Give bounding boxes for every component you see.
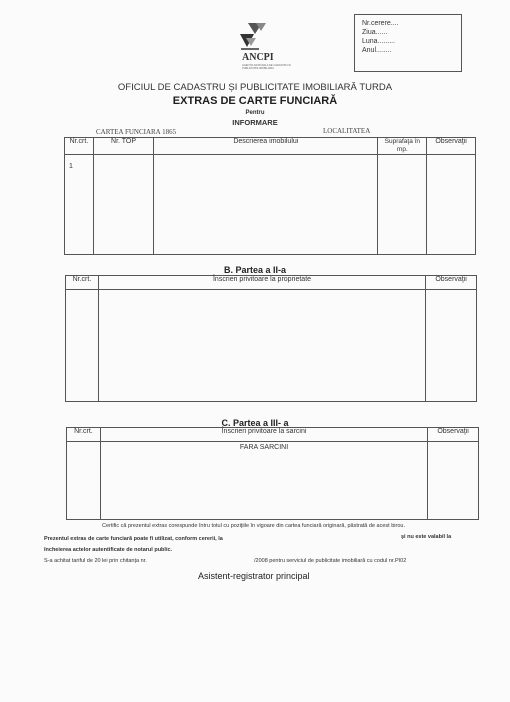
request-year: Anul........ (362, 47, 392, 54)
logo-name: ANCPI (242, 52, 274, 63)
table-row (65, 155, 476, 255)
col-header-encumbrances: Înscrieri privitoare la sarcini (100, 428, 427, 442)
usage-note: Prezentul extras de carte funciară poate fi utilizat, conform cererii, la (44, 536, 223, 542)
property-description-table (64, 137, 476, 255)
purpose-label: Pentru (245, 110, 265, 116)
col-header-nr-crt: Nr.crt. (65, 138, 94, 155)
signature-label: Asistent-registrator principal (198, 571, 310, 581)
certification-text: Certific că prezentul extras corespunde întru totul cu poziţiile în vigoare din cartea funciară originară, păstrată de acest birou. (102, 523, 405, 529)
localitatea-label: LOCALITATEA (323, 127, 371, 135)
section-c-title: C. Partea a III- a (221, 418, 289, 428)
encumbrances-table (66, 427, 479, 520)
row-nr: 1 (65, 155, 94, 255)
ancpi-logo (232, 20, 294, 76)
encumbrance-entry: FARA SARCINI (100, 442, 427, 520)
fee-receipt-text: S-a achitat tariful de 20 lei prin chitanța nr. (44, 558, 147, 564)
col-header-observatii: Observaţii (428, 428, 479, 442)
col-header-description: Descrierea imobilului (154, 138, 378, 155)
logo-subtitle: AGENTIA NATIONALA DE CADASTRU SI PUBLICITATE IMOBILIARA (242, 64, 291, 70)
col-header-observatii: Observaţii (426, 276, 477, 290)
table-row (66, 290, 477, 402)
carte-funciara-number: CARTEA FUNCIARA 1865 (96, 128, 177, 136)
request-day: Ziua...... (362, 29, 388, 36)
col-header-surface: Suprafaţa în mp. (378, 138, 427, 155)
service-code-text: /2008 pentru serviciul de publicitate imobiliară cu codul nr.PI02 (254, 558, 407, 564)
section-b-title: B. Partea a II-a (223, 265, 287, 275)
document-title: EXTRAS DE CARTE FUNCIARĂ (172, 95, 338, 107)
validity-note: şi nu este valabil la (401, 534, 452, 540)
ownership-table (65, 275, 477, 402)
col-header-nr-top: Nr. TOP (93, 138, 153, 155)
office-name: OFICIUL DE CADASTRU ȘI PUBLICITATE IMOBILIARĂ TURDA (117, 82, 393, 93)
request-info-box (354, 14, 462, 72)
col-header-nr-crt: Nr.crt. (66, 276, 99, 290)
purpose-value: INFORMARE (232, 118, 278, 127)
request-number: Nr.cerere.... (362, 20, 399, 27)
col-header-observatii: Observaţii (427, 138, 476, 155)
table-row (67, 442, 479, 520)
col-header-nr-crt: Nr.crt. (67, 428, 101, 442)
col-header-ownership: Înscrieri privitoare la proprietate (98, 276, 425, 290)
notary-note: încheierea actelor autentificate de notarul public. (44, 547, 173, 553)
request-month: Luna......... (362, 38, 396, 45)
